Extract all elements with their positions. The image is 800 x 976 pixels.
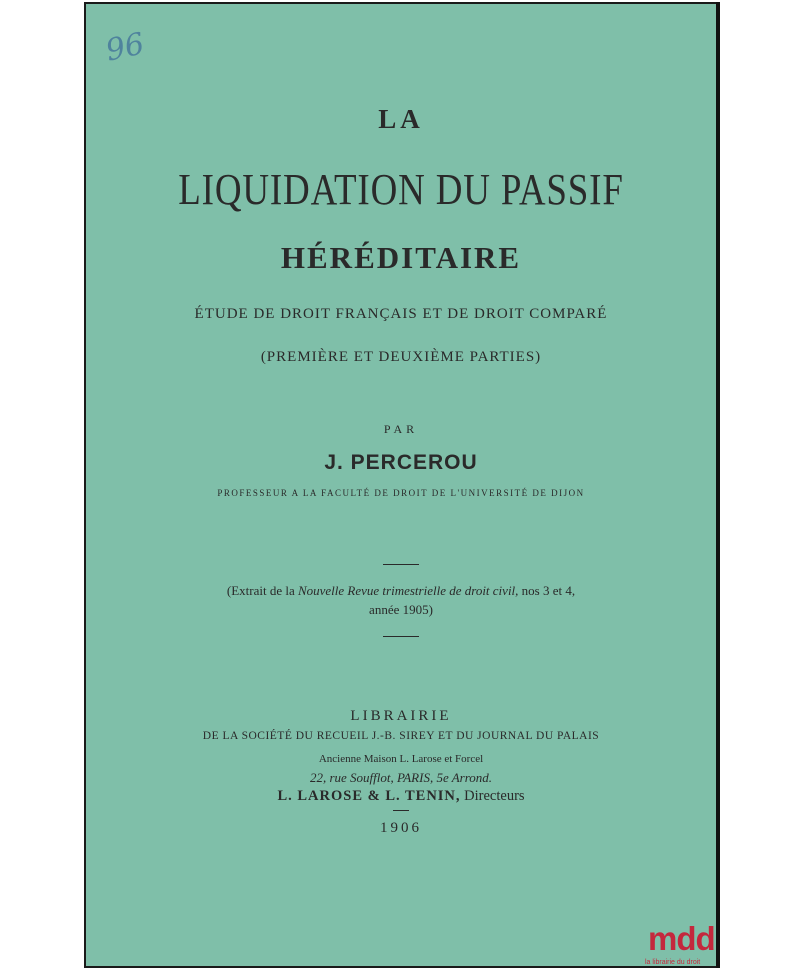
extract-journal: Nouvelle Revue trimestrielle de droit civil,	[297, 583, 519, 598]
subtitle: ÉTUDE DE DROIT FRANÇAIS ET DE DROIT COMPARÉ	[194, 306, 608, 322]
publisher-former: Ancienne Maison L. Larose et Forcel	[318, 753, 484, 765]
publisher-librairie: LIBRAIRIE	[350, 708, 452, 724]
title-article: LA	[378, 104, 424, 134]
publication-year: 1906	[380, 820, 422, 836]
author-name: J. PERCEROU	[324, 451, 478, 474]
publisher-directors	[86, 788, 716, 805]
mdd-logo-subtitle: la librairie du droit	[645, 959, 701, 966]
divider-rule	[393, 810, 409, 811]
handwritten-note: 96	[102, 26, 148, 69]
cover-edge-shadow	[716, 2, 720, 968]
publisher-society: DE LA SOCIÉTÉ DU RECUEIL J.-B. SIREY ET DU JOURNAL DU PALAIS	[202, 730, 600, 742]
author-title: PROFESSEUR A LA FACULTÉ DE DROIT DE L'UNIVERSITÉ DE DIJON	[217, 488, 585, 498]
book-cover	[84, 2, 718, 968]
publisher-address: 22, rue Soufflot, PARIS, 5e Arrond.	[309, 770, 493, 785]
directors-names: L. LAROSE & L. TENIN,	[277, 788, 461, 804]
title-main: LIQUIDATION DU PASSIF	[178, 165, 624, 214]
mdd-logo: mdd	[648, 920, 715, 957]
directors-label: Directeurs	[460, 788, 525, 804]
extract-line-1	[86, 583, 716, 599]
divider-rule	[383, 564, 419, 565]
parts-label: (PREMIÈRE ET DEUXIÈME PARTIES)	[260, 349, 542, 365]
par-label: PAR	[383, 422, 419, 436]
title-hereditaire: HÉRÉDITAIRE	[280, 240, 522, 275]
extract-prefix: (Extrait de la	[226, 583, 298, 598]
divider-rule	[383, 636, 419, 637]
extract-suffix: nos 3 et 4,	[518, 583, 576, 598]
extract-line-2: année 1905)	[369, 602, 433, 617]
